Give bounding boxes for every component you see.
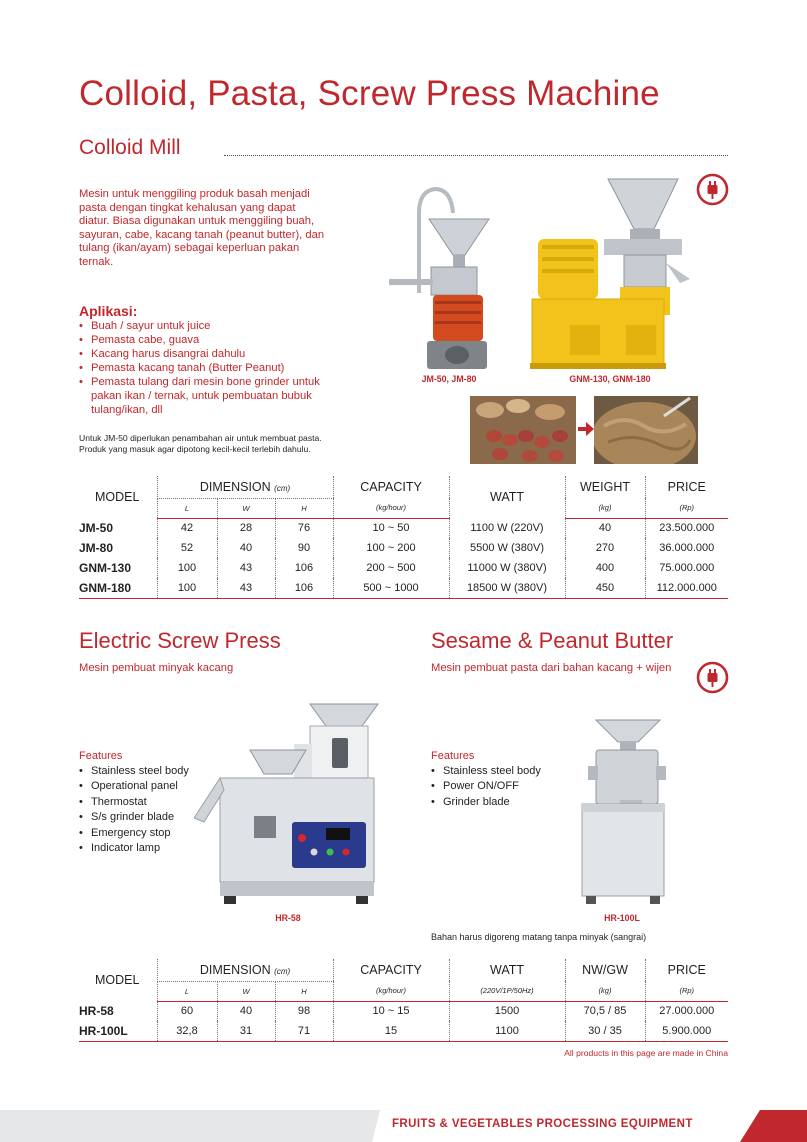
col-h: H <box>275 498 333 518</box>
sesame-heading: Sesame & Peanut Butter <box>431 628 674 653</box>
col-l: L <box>157 498 217 518</box>
col-watt: WATT <box>449 959 565 981</box>
col-w: W <box>217 498 275 518</box>
list-item: • Thermostat <box>79 795 219 810</box>
list-item: • Grinder blade <box>431 795 571 810</box>
col-model: MODEL <box>95 490 140 504</box>
list-item: • Pemasta tulang dari mesin bone grinder untuk pakan ikan / ternak, untuk pembuatan bubuk tulang/ikan, dll <box>79 375 349 417</box>
col-capacity: CAPACITY <box>333 476 449 498</box>
col-model: MODEL <box>95 973 140 987</box>
plug-icon <box>696 661 729 694</box>
sesame-subtitle: Mesin pembuat pasta dari bahan kacang + wijen <box>431 662 672 674</box>
screw-press-subtitle: Mesin pembuat minyak kacang <box>79 662 234 674</box>
colloid-description: Mesin untuk menggiling produk basah menjadi pasta dengan tingkat kehalusan yang dapat diatur. Biasa digunakan untuk menggiling buah, sayuran, cabe, kacang tanah (peanut butter), dan tulang (ikan/ayam) sebagai keperluan pakan ternak. <box>79 188 325 268</box>
screw-press-heading: Electric Screw Press <box>79 628 281 653</box>
colloid-spec-table <box>79 476 728 599</box>
list-item: • Indicator lamp <box>79 841 219 856</box>
caption-jm: JM-50, JM-80 <box>421 374 477 384</box>
sesame-features-title: Features <box>431 750 475 762</box>
list-item: • Pemasta cabe, guava <box>79 333 349 347</box>
sesame-features-list <box>431 764 571 810</box>
screw-press-image <box>194 698 382 906</box>
list-item: • Stainless steel body <box>79 764 219 779</box>
peanut-photo <box>470 396 576 464</box>
col-l: L <box>157 981 217 1001</box>
col-watt-unit: (220V/1P/50Hz) <box>449 981 565 1001</box>
peanut-butter-photo <box>594 396 698 464</box>
col-capacity: CAPACITY <box>333 959 449 981</box>
table-row: HR-100L 32,8 31 71 15 1100 30 / 35 5.900.000 <box>79 1021 728 1041</box>
col-weight: WEIGHT <box>565 476 645 498</box>
sesame-note: Bahan harus digoreng matang tanpa minyak (sangrai) <box>431 932 647 942</box>
col-watt: WATT <box>449 476 565 518</box>
caption-hr58: HR-58 <box>275 913 301 923</box>
page-title: Colloid, Pasta, Screw Press Machine <box>79 74 660 113</box>
col-weight-unit: (kg) <box>565 498 645 518</box>
list-item: • Power ON/OFF <box>431 779 571 794</box>
col-weight-unit: (kg) <box>565 981 645 1001</box>
col-capacity-unit: (kg/hour) <box>333 498 449 518</box>
col-nwgw: NW/GW <box>565 959 645 981</box>
table-row: GNM-130 100 43 106 200 ~ 500 11000 W (380V) 400 75.000.000 <box>79 558 728 578</box>
list-item: • Kacang harus disangrai dahulu <box>79 347 349 361</box>
list-item: • S/s grinder blade <box>79 810 219 825</box>
arrow-right-icon <box>578 421 594 437</box>
col-price-unit: (Rp) <box>645 498 728 518</box>
col-w: W <box>217 981 275 1001</box>
colloid-mill-gnm-image <box>530 175 690 371</box>
list-item: • Emergency stop <box>79 826 219 841</box>
table-row: HR-58 60 40 98 10 ~ 15 1500 70,5 / 85 27.000.000 <box>79 1001 728 1021</box>
col-price-unit: (Rp) <box>645 981 728 1001</box>
colloid-heading: Colloid Mill <box>79 136 181 159</box>
col-dimension: DIMENSION (cm) <box>157 959 333 981</box>
caption-hr100l: HR-100L <box>604 913 640 923</box>
applications-title: Aplikasi: <box>79 303 138 319</box>
col-capacity-unit: (kg/hour) <box>333 981 449 1001</box>
colloid-mill-jm-image <box>383 183 493 373</box>
caption-gnm: GNM-130, GNM-180 <box>569 374 651 384</box>
colloid-note: Untuk JM-50 diperlukan penambahan air untuk membuat pasta. Produk yang masuk agar dipotong kecil-kecil terlebih dahulu. <box>79 433 322 454</box>
screw-features-title: Features <box>79 750 123 762</box>
plug-icon <box>696 173 729 206</box>
col-price: PRICE <box>645 959 728 981</box>
table-row: GNM-180 100 43 106 500 ~ 1000 18500 W (380V) 450 112.000.000 <box>79 578 728 598</box>
made-in-note: All products in this page are made in China <box>564 1048 728 1058</box>
col-price: PRICE <box>645 476 728 498</box>
table-row: JM-50 42 28 76 10 ~ 50 1100 W (220V) 40 23.500.000 <box>79 518 728 538</box>
list-item: • Pemasta kacang tanah (Butter Peanut) <box>79 361 349 375</box>
sesame-machine-image <box>576 716 668 908</box>
applications-list <box>79 319 349 417</box>
list-item: • Buah / sayur untuk juice <box>79 319 349 333</box>
list-item: • Stainless steel body <box>431 764 571 779</box>
table-row: JM-80 52 40 90 100 ~ 200 5500 W (380V) 270 36.000.000 <box>79 538 728 558</box>
col-dimension: DIMENSION (cm) <box>157 476 333 498</box>
col-h: H <box>275 981 333 1001</box>
footer-text: FRUITS & VEGETABLES PROCESSING EQUIPMENT <box>392 1118 693 1130</box>
heading-divider <box>224 155 728 156</box>
screw-spec-table <box>79 959 728 1042</box>
list-item: • Operational panel <box>79 779 219 794</box>
